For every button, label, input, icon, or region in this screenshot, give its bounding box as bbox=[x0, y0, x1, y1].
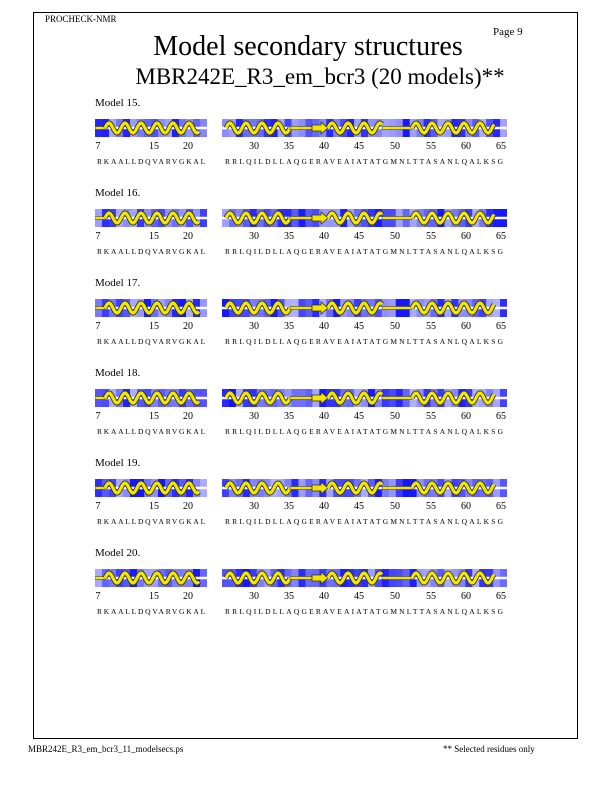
coil-segment bbox=[382, 487, 412, 490]
tick-label: 40 bbox=[319, 231, 329, 242]
model-label: Model 18. bbox=[95, 367, 141, 379]
coil-segment bbox=[290, 397, 312, 400]
tick-label: 45 bbox=[354, 411, 364, 422]
tick-label: 15 bbox=[149, 141, 159, 152]
tick-label: 55 bbox=[426, 411, 436, 422]
tick-label: 7 bbox=[95, 321, 101, 332]
tick-label: 60 bbox=[461, 231, 471, 242]
sequence-segment-2: RRLQILDLLAQGERAVEAIATATGMNLTTASANLQALKSG bbox=[225, 607, 506, 616]
coil-segment bbox=[382, 307, 412, 310]
tick-label: 30 bbox=[249, 321, 259, 332]
sequence-segment-1: RKAALLDQVARVGKAL bbox=[97, 517, 207, 526]
tick-label: 35 bbox=[284, 231, 294, 242]
tick-label: 15 bbox=[149, 411, 159, 422]
tick-label: 15 bbox=[149, 231, 159, 242]
model-label: Model 19. bbox=[95, 457, 141, 469]
model-label: Model 17. bbox=[95, 277, 141, 289]
secondary-structure-track bbox=[222, 479, 507, 497]
secondary-structure-track bbox=[95, 479, 207, 497]
tick-label: 40 bbox=[319, 141, 329, 152]
coil-segment bbox=[290, 577, 312, 580]
tick-label: 7 bbox=[95, 591, 101, 602]
tick-label: 15 bbox=[149, 501, 159, 512]
tick-label: 65 bbox=[496, 141, 506, 152]
tick-label: 60 bbox=[461, 321, 471, 332]
coil-segment bbox=[382, 577, 412, 580]
tick-label: 50 bbox=[390, 141, 400, 152]
sequence-segment-1: RKAALLDQVARVGKAL bbox=[97, 337, 207, 346]
track-segment-1 bbox=[95, 119, 207, 137]
track-segment-2 bbox=[222, 569, 507, 587]
tick-label: 40 bbox=[319, 411, 329, 422]
tick-label: 60 bbox=[461, 591, 471, 602]
tick-label: 30 bbox=[249, 591, 259, 602]
coil-segment bbox=[382, 217, 412, 220]
coil-segment bbox=[382, 127, 412, 130]
tick-label: 65 bbox=[496, 501, 506, 512]
tick-label: 55 bbox=[426, 321, 436, 332]
tick-label: 40 bbox=[319, 591, 329, 602]
coil-segment bbox=[290, 127, 312, 130]
track-segment-1 bbox=[95, 209, 207, 227]
tick-label: 30 bbox=[249, 411, 259, 422]
secondary-structure-track bbox=[95, 209, 207, 227]
model-block bbox=[0, 547, 612, 627]
tick-label: 40 bbox=[319, 321, 329, 332]
tick-label: 7 bbox=[95, 141, 101, 152]
track-segment-1 bbox=[95, 389, 207, 407]
sequence-segment-2: RRLQILDLLAQGERAVEAIATATGMNLTTASANLQALKSG bbox=[225, 427, 506, 436]
model-block bbox=[0, 367, 612, 447]
page-number: Page 9 bbox=[493, 26, 523, 38]
tick-label: 45 bbox=[354, 231, 364, 242]
tick-label: 45 bbox=[354, 501, 364, 512]
tick-label: 20 bbox=[183, 501, 193, 512]
tick-label: 35 bbox=[284, 141, 294, 152]
tick-label: 40 bbox=[319, 501, 329, 512]
tick-label: 65 bbox=[496, 321, 506, 332]
tick-label: 50 bbox=[390, 411, 400, 422]
secondary-structure-track bbox=[222, 389, 507, 407]
sequence-segment-2: RRLQILDLLAQGERAVEAIATATGMNLTTASANLQALKSG bbox=[225, 247, 506, 256]
track-segment-1 bbox=[95, 569, 207, 587]
sequence-segment-1: RKAALLDQVARVGKAL bbox=[97, 247, 207, 256]
model-block bbox=[0, 97, 612, 177]
tick-label: 45 bbox=[354, 321, 364, 332]
model-block bbox=[0, 277, 612, 357]
tick-label: 35 bbox=[284, 501, 294, 512]
tick-label: 7 bbox=[95, 501, 101, 512]
model-block bbox=[0, 187, 612, 267]
tick-label: 35 bbox=[284, 321, 294, 332]
secondary-structure-track bbox=[222, 569, 507, 587]
tick-label: 45 bbox=[354, 591, 364, 602]
tick-label: 55 bbox=[426, 231, 436, 242]
model-block bbox=[0, 457, 612, 537]
secondary-structure-track bbox=[222, 119, 507, 137]
tick-label: 50 bbox=[390, 231, 400, 242]
sequence-segment-1: RKAALLDQVARVGKAL bbox=[97, 157, 207, 166]
tick-label: 20 bbox=[183, 141, 193, 152]
tick-label: 50 bbox=[390, 591, 400, 602]
tick-label: 15 bbox=[149, 321, 159, 332]
tick-label: 30 bbox=[249, 501, 259, 512]
tick-label: 35 bbox=[284, 591, 294, 602]
tick-label: 65 bbox=[496, 591, 506, 602]
tick-label: 30 bbox=[249, 141, 259, 152]
secondary-structure-track bbox=[95, 119, 207, 137]
secondary-structure-track bbox=[95, 299, 207, 317]
track-segment-2 bbox=[222, 209, 507, 227]
track-segment-2 bbox=[222, 299, 507, 317]
secondary-structure-track bbox=[95, 569, 207, 587]
tick-label: 20 bbox=[183, 411, 193, 422]
model-label: Model 20. bbox=[95, 547, 141, 559]
tick-label: 7 bbox=[95, 411, 101, 422]
tick-label: 45 bbox=[354, 141, 364, 152]
track-segment-1 bbox=[95, 479, 207, 497]
track-segment-2 bbox=[222, 389, 507, 407]
tick-label: 60 bbox=[461, 141, 471, 152]
tick-label: 55 bbox=[426, 141, 436, 152]
tick-label: 65 bbox=[496, 411, 506, 422]
coil-segment bbox=[290, 217, 312, 220]
sequence-segment-2: RRLQILDLLAQGERAVEAIATATGMNLTTASANLQALKSG bbox=[225, 337, 506, 346]
footer-filename: MBR242E_R3_em_bcr3_11_modelsecs.ps bbox=[28, 744, 184, 754]
tick-label: 60 bbox=[461, 501, 471, 512]
track-segment-2 bbox=[222, 119, 507, 137]
track-segment-1 bbox=[95, 299, 207, 317]
track-segment-2 bbox=[222, 479, 507, 497]
tick-label: 7 bbox=[95, 231, 101, 242]
tick-label: 60 bbox=[461, 411, 471, 422]
page-subtitle: MBR242E_R3_em_bcr3 (20 models)** bbox=[135, 64, 505, 89]
secondary-structure-track bbox=[222, 209, 507, 227]
tick-label: 35 bbox=[284, 411, 294, 422]
coil-segment bbox=[290, 307, 312, 310]
tick-label: 50 bbox=[390, 321, 400, 332]
tick-label: 20 bbox=[183, 591, 193, 602]
tick-label: 65 bbox=[496, 231, 506, 242]
tick-label: 50 bbox=[390, 501, 400, 512]
sequence-segment-2: RRLQILDLLAQGERAVEAIATATGMNLTTASANLQALKSG bbox=[225, 517, 506, 526]
tick-label: 15 bbox=[149, 591, 159, 602]
tick-label: 20 bbox=[183, 231, 193, 242]
secondary-structure-track bbox=[95, 389, 207, 407]
tick-label: 30 bbox=[249, 231, 259, 242]
secondary-structure-track bbox=[222, 299, 507, 317]
sequence-segment-1: RKAALLDQVARVGKAL bbox=[97, 607, 207, 616]
coil-segment bbox=[290, 487, 312, 490]
program-name: PROCHECK-NMR bbox=[45, 14, 117, 24]
tick-label: 20 bbox=[183, 321, 193, 332]
tick-label: 55 bbox=[426, 591, 436, 602]
page-title: Model secondary structures bbox=[153, 31, 463, 62]
model-label: Model 16. bbox=[95, 187, 141, 199]
sequence-segment-1: RKAALLDQVARVGKAL bbox=[97, 427, 207, 436]
coil-segment bbox=[382, 397, 412, 400]
tick-label: 55 bbox=[426, 501, 436, 512]
footer-note: ** Selected residues only bbox=[443, 744, 535, 754]
model-label: Model 15. bbox=[95, 97, 141, 109]
sequence-segment-2: RRLQILDLLAQGERAVEAIATATGMNLTTASANLQALKSG bbox=[225, 157, 506, 166]
